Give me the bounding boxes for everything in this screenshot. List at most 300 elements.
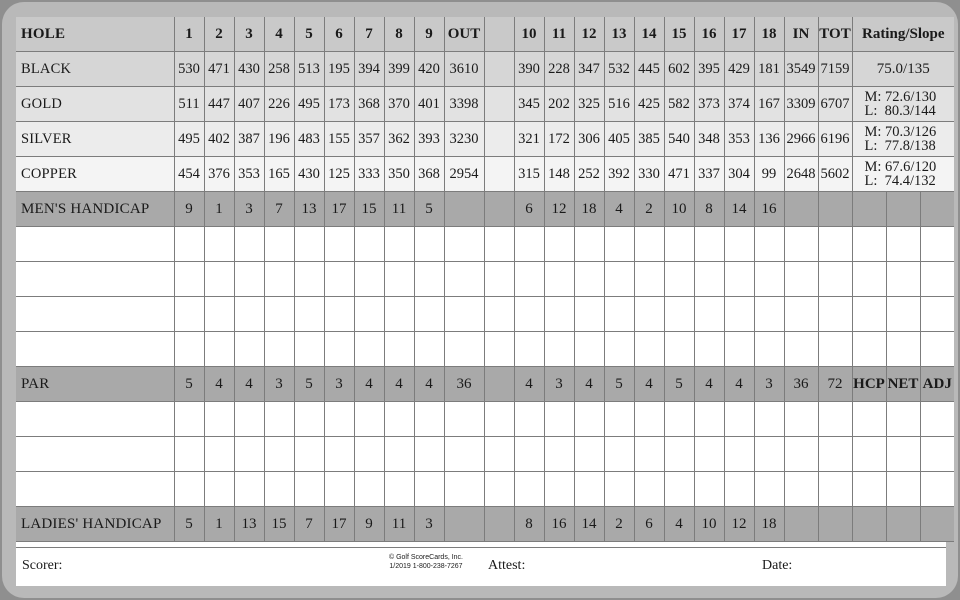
tee-row-gold [16, 87, 954, 122]
score-cell[interactable] [784, 402, 818, 437]
yardage: 445 [634, 52, 664, 87]
score-row-1 [16, 227, 954, 262]
empty-cell [784, 192, 818, 227]
tee-row-copper [16, 157, 954, 192]
score-cell[interactable] [634, 262, 664, 297]
score-cell[interactable] [664, 262, 694, 297]
score-cell[interactable] [920, 297, 954, 332]
yardage: 252 [574, 157, 604, 192]
par-value: 5 [664, 367, 694, 402]
score-cell[interactable] [818, 472, 852, 507]
score-cell[interactable] [384, 262, 414, 297]
yardage: 385 [634, 122, 664, 157]
player-name-cell[interactable] [16, 437, 174, 472]
score-cell[interactable] [852, 472, 886, 507]
out-total: 3398 [444, 87, 484, 122]
rating-slope [852, 87, 954, 122]
mens-handicap-row [16, 192, 954, 227]
score-cell[interactable] [886, 297, 920, 332]
score-cell[interactable] [384, 402, 414, 437]
score-cell[interactable] [920, 402, 954, 437]
score-cell[interactable] [784, 227, 818, 262]
yardage: 420 [414, 52, 444, 87]
yardage: 447 [204, 87, 234, 122]
score-cell[interactable] [694, 472, 724, 507]
hole-number: 4 [264, 17, 294, 52]
par-value: 3 [544, 367, 574, 402]
copyright-line-1: © Golf ScoreCards, Inc. [388, 554, 464, 561]
rating-line-2: L: 80.3/144 [864, 103, 936, 119]
yardage: 407 [234, 87, 264, 122]
hole-number: 7 [354, 17, 384, 52]
score-cell[interactable] [664, 297, 694, 332]
par-in: 36 [784, 367, 818, 402]
score-cell[interactable] [354, 297, 384, 332]
score-cell[interactable] [414, 472, 444, 507]
score-cell[interactable] [204, 332, 234, 367]
score-cell[interactable] [514, 437, 544, 472]
hole-number: 13 [604, 17, 634, 52]
score-cell[interactable] [664, 402, 694, 437]
handicap-value: 17 [324, 192, 354, 227]
score-cell[interactable] [514, 332, 544, 367]
score-cell[interactable] [384, 297, 414, 332]
score-cell[interactable] [724, 227, 754, 262]
score-cell[interactable] [920, 472, 954, 507]
score-cell[interactable] [174, 227, 204, 262]
in-total: 3309 [784, 87, 818, 122]
score-cell[interactable] [634, 402, 664, 437]
score-cell[interactable] [694, 262, 724, 297]
score-cell[interactable] [754, 297, 784, 332]
empty-cell [784, 507, 818, 542]
score-cell[interactable] [604, 262, 634, 297]
score-cell[interactable] [754, 437, 784, 472]
player-name-cell[interactable] [16, 297, 174, 332]
score-cell[interactable] [204, 297, 234, 332]
score-cell[interactable] [784, 332, 818, 367]
score-cell[interactable] [324, 437, 354, 472]
yardage: 136 [754, 122, 784, 157]
yardage: 353 [724, 122, 754, 157]
yardage: 330 [634, 157, 664, 192]
par-value: 4 [414, 367, 444, 402]
score-cell[interactable] [664, 472, 694, 507]
out-cell [444, 507, 484, 542]
yardage: 374 [724, 87, 754, 122]
score-cell[interactable] [574, 402, 604, 437]
tee-name: COPPER [16, 157, 174, 192]
score-cell[interactable] [852, 437, 886, 472]
score-cell[interactable] [604, 332, 634, 367]
score-cell[interactable] [484, 437, 514, 472]
score-cell[interactable] [784, 472, 818, 507]
score-cell[interactable] [294, 472, 324, 507]
score-cell[interactable] [264, 297, 294, 332]
score-cell[interactable] [234, 402, 264, 437]
score-cell[interactable] [634, 472, 664, 507]
player-name-cell[interactable] [16, 332, 174, 367]
yardage: 392 [604, 157, 634, 192]
yardage: 196 [264, 122, 294, 157]
score-cell[interactable] [634, 332, 664, 367]
player-name-cell[interactable] [16, 402, 174, 437]
hole-number: 6 [324, 17, 354, 52]
score-cell[interactable] [414, 297, 444, 332]
par-row [16, 367, 954, 402]
score-cell[interactable] [324, 297, 354, 332]
handicap-value: 5 [414, 192, 444, 227]
score-cell[interactable] [234, 227, 264, 262]
par-value: 3 [324, 367, 354, 402]
score-cell[interactable] [664, 227, 694, 262]
yardage: 337 [694, 157, 724, 192]
score-cell[interactable] [264, 227, 294, 262]
score-cell[interactable] [604, 472, 634, 507]
score-cell[interactable] [574, 472, 604, 507]
score-cell[interactable] [574, 332, 604, 367]
score-cell[interactable] [724, 332, 754, 367]
score-cell[interactable] [484, 472, 514, 507]
score-cell[interactable] [484, 297, 514, 332]
score-cell[interactable] [694, 402, 724, 437]
copyright-notice [366, 553, 486, 571]
score-cell[interactable] [886, 472, 920, 507]
score-cell[interactable] [604, 402, 634, 437]
score-cell[interactable] [354, 227, 384, 262]
score-cell[interactable] [694, 332, 724, 367]
score-cell[interactable] [852, 402, 886, 437]
score-cell[interactable] [414, 402, 444, 437]
handicap-value: 8 [694, 192, 724, 227]
score-cell[interactable] [264, 332, 294, 367]
score-cell[interactable] [204, 227, 234, 262]
score-cell[interactable] [204, 437, 234, 472]
score-cell[interactable] [174, 262, 204, 297]
score-cell[interactable] [444, 472, 484, 507]
score-cell[interactable] [234, 472, 264, 507]
score-cell[interactable] [886, 402, 920, 437]
score-cell[interactable] [544, 472, 574, 507]
score-cell[interactable] [818, 402, 852, 437]
score-cell[interactable] [354, 332, 384, 367]
score-cell[interactable] [664, 437, 694, 472]
out-label: OUT [444, 17, 484, 52]
handicap-value: 18 [754, 507, 784, 542]
scorecard [2, 2, 958, 598]
score-cell[interactable] [604, 297, 634, 332]
par-value: 4 [514, 367, 544, 402]
handicap-value: 2 [604, 507, 634, 542]
spacer-cell [484, 157, 514, 192]
score-cell[interactable] [886, 437, 920, 472]
yardage: 471 [204, 52, 234, 87]
score-cell[interactable] [544, 297, 574, 332]
score-cell[interactable] [724, 437, 754, 472]
handicap-value: 8 [514, 507, 544, 542]
score-cell[interactable] [634, 437, 664, 472]
score-cell[interactable] [604, 227, 634, 262]
score-cell[interactable] [384, 472, 414, 507]
score-cell[interactable] [818, 297, 852, 332]
handicap-value: 17 [324, 507, 354, 542]
rating-line-1: 75.0/135 [876, 61, 930, 77]
yardage: 228 [544, 52, 574, 87]
score-cell[interactable] [384, 227, 414, 262]
ladies-handicap-row [16, 507, 954, 542]
score-cell[interactable] [852, 297, 886, 332]
score-cell[interactable] [724, 297, 754, 332]
score-cell[interactable] [324, 262, 354, 297]
hole-number: 9 [414, 17, 444, 52]
score-cell[interactable] [574, 262, 604, 297]
score-cell[interactable] [294, 437, 324, 472]
score-cell[interactable] [414, 332, 444, 367]
score-cell[interactable] [444, 297, 484, 332]
hole-number: 12 [574, 17, 604, 52]
score-cell[interactable] [354, 437, 384, 472]
yardage: 471 [664, 157, 694, 192]
score-cell[interactable] [444, 227, 484, 262]
score-cell[interactable] [384, 332, 414, 367]
par-value: 5 [294, 367, 324, 402]
yardage: 511 [174, 87, 204, 122]
hole-header-row [16, 17, 954, 52]
score-cell[interactable] [324, 227, 354, 262]
player-name-cell[interactable] [16, 262, 174, 297]
tee-name: GOLD [16, 87, 174, 122]
yardage: 390 [514, 52, 544, 87]
yardage: 315 [514, 157, 544, 192]
rating-line-2: L: 74.4/132 [864, 173, 936, 189]
score-cell[interactable] [234, 262, 264, 297]
score-cell[interactable] [604, 437, 634, 472]
score-cell[interactable] [444, 262, 484, 297]
handicap-value: 14 [724, 192, 754, 227]
hcp-column-label: HCP [852, 367, 886, 402]
score-cell[interactable] [294, 297, 324, 332]
par-value: 3 [264, 367, 294, 402]
empty-cell [920, 192, 954, 227]
handicap-value: 11 [384, 192, 414, 227]
score-cell[interactable] [514, 297, 544, 332]
score-cell[interactable] [784, 297, 818, 332]
score-cell[interactable] [784, 437, 818, 472]
score-cell[interactable] [294, 332, 324, 367]
yardage: 395 [694, 52, 724, 87]
score-cell[interactable] [574, 227, 604, 262]
score-cell[interactable] [724, 402, 754, 437]
score-cell[interactable] [852, 262, 886, 297]
yardage: 373 [694, 87, 724, 122]
score-cell[interactable] [920, 227, 954, 262]
score-cell[interactable] [818, 437, 852, 472]
par-value: 4 [234, 367, 264, 402]
score-cell[interactable] [234, 297, 264, 332]
score-cell[interactable] [324, 332, 354, 367]
score-cell[interactable] [204, 262, 234, 297]
score-cell[interactable] [484, 227, 514, 262]
handicap-value: 15 [264, 507, 294, 542]
score-cell[interactable] [264, 262, 294, 297]
yardage: 399 [384, 52, 414, 87]
handicap-value: 6 [514, 192, 544, 227]
score-cell[interactable] [324, 472, 354, 507]
score-cell[interactable] [724, 262, 754, 297]
yardage: 181 [754, 52, 784, 87]
scorecard-grid [16, 17, 954, 542]
tee-row-silver [16, 122, 954, 157]
score-cell[interactable] [784, 262, 818, 297]
par-value: 4 [694, 367, 724, 402]
score-cell[interactable] [514, 262, 544, 297]
score-cell[interactable] [234, 437, 264, 472]
tee-name: BLACK [16, 52, 174, 87]
yardage: 348 [694, 122, 724, 157]
yardage: 495 [294, 87, 324, 122]
hole-number: 3 [234, 17, 264, 52]
handicap-value: 6 [634, 507, 664, 542]
score-cell[interactable] [574, 437, 604, 472]
score-cell[interactable] [724, 472, 754, 507]
score-cell[interactable] [514, 472, 544, 507]
score-cell[interactable] [174, 297, 204, 332]
score-cell[interactable] [920, 262, 954, 297]
yardage: 172 [544, 122, 574, 157]
score-cell[interactable] [754, 472, 784, 507]
score-cell[interactable] [204, 472, 234, 507]
tee-name: SILVER [16, 122, 174, 157]
yardage: 370 [384, 87, 414, 122]
handicap-value: 3 [414, 507, 444, 542]
score-cell[interactable] [174, 402, 204, 437]
score-cell[interactable] [634, 227, 664, 262]
score-cell[interactable] [694, 297, 724, 332]
score-cell[interactable] [694, 227, 724, 262]
out-total: 2954 [444, 157, 484, 192]
score-cell[interactable] [544, 332, 574, 367]
score-cell[interactable] [818, 227, 852, 262]
yardage: 258 [264, 52, 294, 87]
score-cell[interactable] [818, 332, 852, 367]
hole-number: 14 [634, 17, 664, 52]
score-cell[interactable] [694, 437, 724, 472]
score-cell[interactable] [444, 402, 484, 437]
score-cell[interactable] [414, 227, 444, 262]
handicap-label: MEN'S HANDICAP [16, 192, 174, 227]
score-cell[interactable] [634, 297, 664, 332]
tot-total: 6196 [818, 122, 852, 157]
spacer-cell [484, 52, 514, 87]
hole-number: 18 [754, 17, 784, 52]
tot-label: TOT [818, 17, 852, 52]
score-cell[interactable] [414, 262, 444, 297]
score-cell[interactable] [544, 227, 574, 262]
score-cell[interactable] [544, 402, 574, 437]
score-cell[interactable] [754, 262, 784, 297]
score-cell[interactable] [754, 227, 784, 262]
score-cell[interactable] [174, 437, 204, 472]
handicap-value: 10 [694, 507, 724, 542]
score-cell[interactable] [852, 227, 886, 262]
adj-column-label: ADJ [920, 367, 954, 402]
score-cell[interactable] [444, 437, 484, 472]
spacer-cell [484, 367, 514, 402]
score-cell[interactable] [264, 402, 294, 437]
score-cell[interactable] [920, 332, 954, 367]
score-cell[interactable] [574, 297, 604, 332]
score-cell[interactable] [514, 227, 544, 262]
yardage: 125 [324, 157, 354, 192]
score-cell[interactable] [294, 227, 324, 262]
score-cell[interactable] [354, 262, 384, 297]
score-cell[interactable] [886, 262, 920, 297]
score-cell[interactable] [920, 437, 954, 472]
player-name-cell[interactable] [16, 227, 174, 262]
empty-cell [886, 192, 920, 227]
rating-slope [852, 52, 954, 87]
handicap-value: 14 [574, 507, 604, 542]
score-cell[interactable] [484, 332, 514, 367]
yardage: 429 [724, 52, 754, 87]
yardage: 195 [324, 52, 354, 87]
score-cell[interactable] [544, 262, 574, 297]
score-cell[interactable] [444, 332, 484, 367]
yardage: 483 [294, 122, 324, 157]
score-cell[interactable] [204, 402, 234, 437]
score-cell[interactable] [294, 402, 324, 437]
par-value: 4 [574, 367, 604, 402]
score-cell[interactable] [264, 472, 294, 507]
score-cell[interactable] [886, 332, 920, 367]
yardage: 321 [514, 122, 544, 157]
yardage: 387 [234, 122, 264, 157]
rating-line-2: L: 77.8/138 [864, 138, 936, 154]
yardage: 540 [664, 122, 694, 157]
score-cell[interactable] [484, 402, 514, 437]
score-cell[interactable] [754, 332, 784, 367]
score-cell[interactable] [818, 262, 852, 297]
score-cell[interactable] [354, 402, 384, 437]
score-cell[interactable] [754, 402, 784, 437]
yardage: 430 [294, 157, 324, 192]
yardage: 401 [414, 87, 444, 122]
score-cell[interactable] [484, 262, 514, 297]
score-cell[interactable] [174, 472, 204, 507]
score-cell[interactable] [294, 262, 324, 297]
score-cell[interactable] [264, 437, 294, 472]
score-cell[interactable] [544, 437, 574, 472]
score-cell[interactable] [324, 402, 354, 437]
score-cell[interactable] [174, 332, 204, 367]
hole-number: 1 [174, 17, 204, 52]
handicap-value: 10 [664, 192, 694, 227]
score-cell[interactable] [886, 227, 920, 262]
yardage: 345 [514, 87, 544, 122]
player-name-cell[interactable] [16, 472, 174, 507]
score-cell[interactable] [514, 402, 544, 437]
empty-cell [852, 192, 886, 227]
score-cell[interactable] [354, 472, 384, 507]
hole-number: 17 [724, 17, 754, 52]
rating-slope [852, 157, 954, 192]
par-label: PAR [16, 367, 174, 402]
score-cell[interactable] [852, 332, 886, 367]
score-cell[interactable] [414, 437, 444, 472]
score-cell[interactable] [234, 332, 264, 367]
score-cell[interactable] [664, 332, 694, 367]
score-cell[interactable] [384, 437, 414, 472]
